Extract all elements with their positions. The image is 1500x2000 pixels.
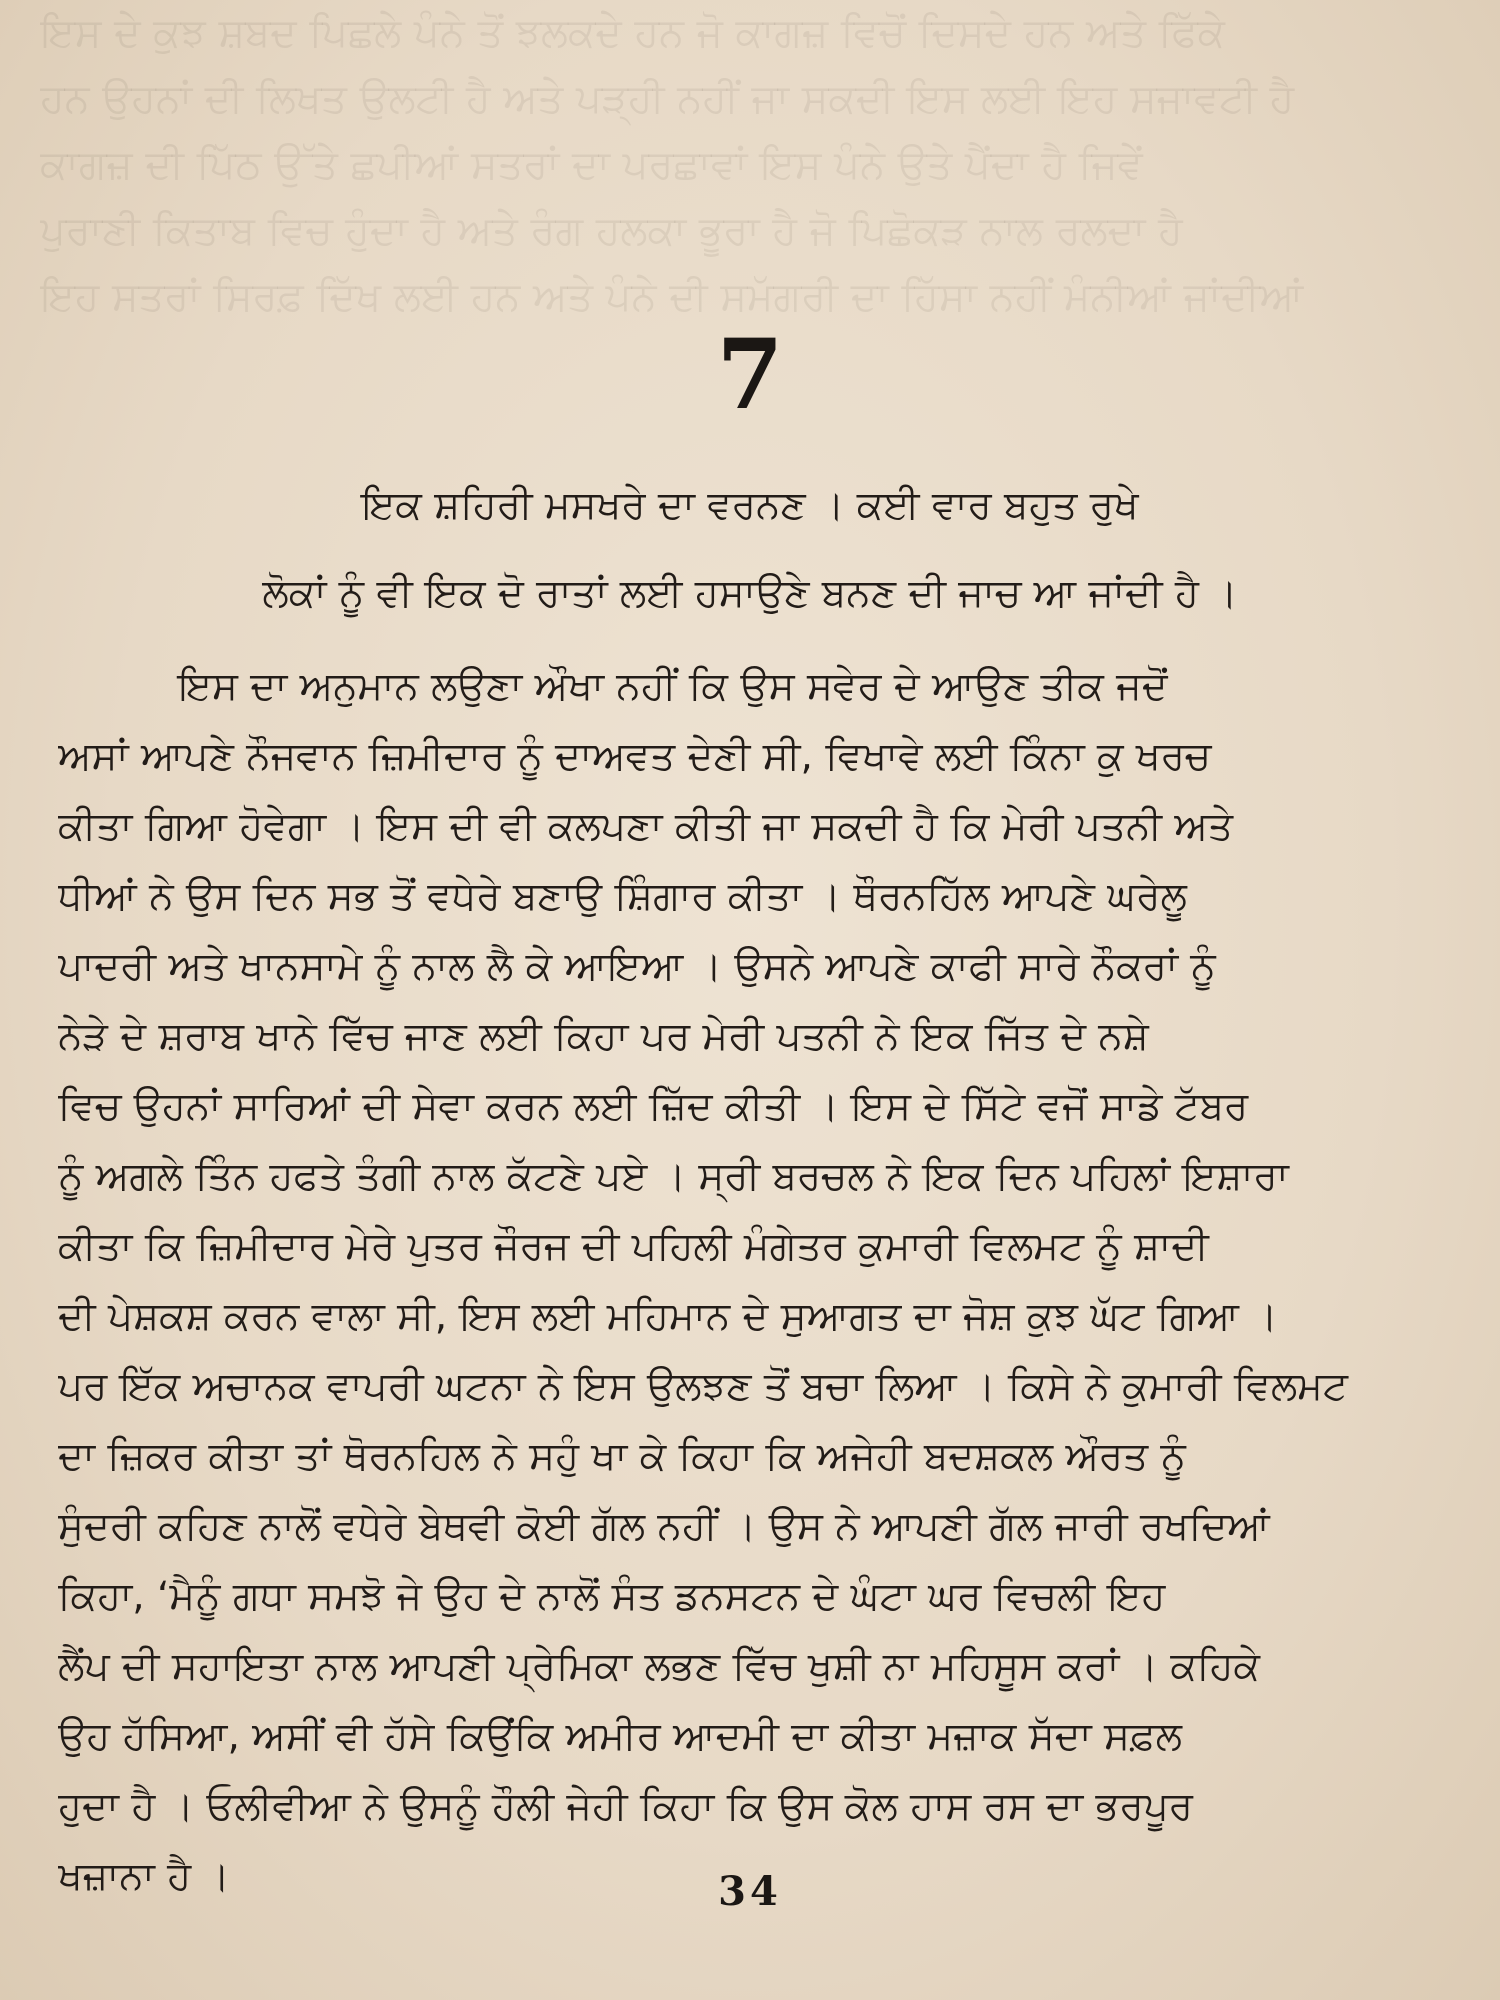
body-line: ਵਿਚ ਉਹਨਾਂ ਸਾਰਿਆਂ ਦੀ ਸੇਵਾ ਕਰਨ ਲਈ ਜ਼ਿੱਦ ਕੀਤੀ । ਇਸ ਦੇ ਸਿੱਟੇ ਵਜੋਂ ਸਾਡੇ ਟੱਬਰ — [58, 1084, 1249, 1129]
page-number: 34 — [718, 1868, 782, 1915]
body-line: ਧੀਆਂ ਨੇ ਉਸ ਦਿਨ ਸਭ ਤੋਂ ਵਧੇਰੇ ਬਣਾਉ ਸ਼ਿੰਗਾਰ ਕੀਤਾ । ਥੌਰਨਹਿੱਲ ਆਪਣੇ ਘਰੇਲੂ — [58, 874, 1187, 919]
body-line: ਨੇੜੇ ਦੇ ਸ਼ਰਾਬ ਖਾਨੇ ਵਿੱਚ ਜਾਣ ਲਈ ਕਿਹਾ ਪਰ ਮੇਰੀ ਪਤਨੀ ਨੇ ਇਕ ਜਿੱਤ ਦੇ ਨਸ਼ੇ — [58, 1014, 1149, 1059]
body-line: ਕੀਤਾ ਕਿ ਜ਼ਿਮੀਦਾਰ ਮੇਰੇ ਪੁਤਰ ਜੌਰਜ ਦੀ ਪਹਿਲੀ ਮੰਗੇਤਰ ਕੁਮਾਰੀ ਵਿਲਮਟ ਨੂੰ ਸ਼ਾਦੀ — [58, 1224, 1209, 1269]
chapter-summary — [140, 462, 1360, 638]
body-line: ਸੁੰਦਰੀ ਕਹਿਣ ਨਾਲੋਂ ਵਧੇਰੇ ਬੇਥਵੀ ਕੋਈ ਗੱਲ ਨਹੀਂ । ਉਸ ਨੇ ਆਪਣੀ ਗੱਲ ਜਾਰੀ ਰਖਦਿਆਂ — [58, 1504, 1270, 1549]
bleed-through-text: ਇਸ ਦੇ ਕੁਝ ਸ਼ਬਦ ਪਿਛਲੇ ਪੰਨੇ ਤੋਂ ਝਲਕਦੇ ਹਨ ਜੋ ਕਾਗਜ਼ ਵਿਚੋਂ ਦਿਸਦੇ ਹਨ ਅਤੇ ਫਿੱਕੇ ਹਨ ਉਹਨਾਂ ਦੀ ਲਿਖਤ ਉਲਟੀ ਹੈ ਅਤੇ ਪੜ੍ਹੀ ਨਹੀਂ ਜਾ ਸਕਦੀ ਇਸ ਲਈ ਇਹ ਸਜਾਵਟੀ ਹੈ ਕਾਗਜ਼ ਦੀ ਪਿੱਠ ਉੱਤੇ ਛਪੀਆਂ ਸਤਰਾਂ ਦਾ ਪਰਛਾਵਾਂ ਇਸ ਪੰਨੇ ਉਤੇ ਪੈਂਦਾ ਹੈ ਜਿਵੇਂ ਪੁਰਾਣੀ ਕਿਤਾਬ ਵਿਚ ਹੁੰਦਾ ਹੈ ਅਤੇ ਰੰਗ ਹਲਕਾ ਭੂਰਾ ਹੈ ਜੋ ਪਿਛੋਕੜ ਨਾਲ ਰਲਦਾ ਹੈ ਇਹ ਸਤਰਾਂ ਸਿਰਫ਼ ਦਿੱਖ ਲਈ ਹਨ ਅਤੇ ਪੰਨੇ ਦੀ ਸਮੱਗਰੀ ਦਾ ਹਿੱਸਾ ਨਹੀਂ ਮੰਨੀਆਂ ਜਾਂਦੀਆਂ — [40, 10, 1304, 320]
body-line: ਕੀਤਾ ਗਿਆ ਹੋਵੇਗਾ । ਇਸ ਦੀ ਵੀ ਕਲਪਣਾ ਕੀਤੀ ਜਾ ਸਕਦੀ ਹੈ ਕਿ ਮੇਰੀ ਪਤਨੀ ਅਤੇ — [58, 804, 1233, 849]
body-line: ਹੁਦਾ ਹੈ । ਓਲੀਵੀਆ ਨੇ ਉਸਨੂੰ ਹੌਲੀ ਜੇਹੀ ਕਿਹਾ ਕਿ ਉਸ ਕੋਲ ਹਾਸ ਰਸ ਦਾ ਭਰਪੂਰ — [58, 1784, 1193, 1829]
body-line: ਉਹ ਹੱਸਿਆ, ਅਸੀਂ ਵੀ ਹੱਸੇ ਕਿਉਂਕਿ ਅਮੀਰ ਆਦਮੀ ਦਾ ਕੀਤਾ ਮਜ਼ਾਕ ਸੱਦਾ ਸਫ਼ਲ — [58, 1714, 1182, 1759]
summary-line: ਲੋਕਾਂ ਨੂੰ ਵੀ ਇਕ ਦੋ ਰਾਤਾਂ ਲਈ ਹਸਾਉਣੇ ਬਨਣ ਦੀ ਜਾਚ ਆ ਜਾਂਦੀ ਹੈ । — [262, 571, 1238, 616]
body-line: ਕਿਹਾ, ‘ਮੈਨੂੰ ਗਧਾ ਸਮਝੋ ਜੇ ਉਹ ਦੇ ਨਾਲੋਂ ਸੰਤ ਡਨਸਟਨ ਦੇ ਘੰਟਾ ਘਰ ਵਿਚਲੀ ਇਹ — [58, 1574, 1166, 1619]
body-line: ਦਾ ਜ਼ਿਕਰ ਕੀਤਾ ਤਾਂ ਥੋਰਨਹਿਲ ਨੇ ਸਹੁੰ ਖਾ ਕੇ ਕਿਹਾ ਕਿ ਅਜੇਹੀ ਬਦਸ਼ਕਲ ਔਰਤ ਨੂੰ — [58, 1434, 1186, 1479]
body-paragraph — [58, 652, 1450, 1912]
body-line: ਪਰ ਇੱਕ ਅਚਾਨਕ ਵਾਪਰੀ ਘਟਨਾ ਨੇ ਇਸ ਉਲਝਣ ਤੋਂ ਬਚਾ ਲਿਆ । ਕਿਸੇ ਨੇ ਕੁਮਾਰੀ ਵਿਲਮਟ — [58, 1364, 1348, 1409]
body-line: ਪਾਦਰੀ ਅਤੇ ਖਾਨਸਾਮੇ ਨੂੰ ਨਾਲ ਲੈ ਕੇ ਆਇਆ । ਉਸਨੇ ਆਪਣੇ ਕਾਫੀ ਸਾਰੇ ਨੌਕਰਾਂ ਨੂੰ — [58, 944, 1216, 989]
body-line: ਨੂੰ ਅਗਲੇ ਤਿੰਨ ਹਫਤੇ ਤੰਗੀ ਨਾਲ ਕੱਟਣੇ ਪਏ । ਸ੍ਰੀ ਬਰਚਲ ਨੇ ਇਕ ਦਿਨ ਪਹਿਲਾਂ ਇਸ਼ਾਰਾ — [58, 1154, 1289, 1199]
body-line: ਇਸ ਦਾ ਅਨੁਮਾਨ ਲਉਣਾ ਔਖਾ ਨਹੀਂ ਕਿ ਉਸ ਸਵੇਰ ਦੇ ਆਉਣ ਤੀਕ ਜਦੋਂ — [178, 664, 1168, 709]
body-line: ਲੈਂਪ ਦੀ ਸਹਾਇਤਾ ਨਾਲ ਆਪਣੀ ਪ੍ਰੇਮਿਕਾ ਲਭਣ ਵਿੱਚ ਖੁਸ਼ੀ ਨਾ ਮਹਿਸੂਸ ਕਰਾਂ । ਕਹਿਕੇ — [58, 1644, 1261, 1689]
summary-line: ਇਕ ਸ਼ਹਿਰੀ ਮਸਖਰੇ ਦਾ ਵਰਨਣ । ਕਈ ਵਾਰ ਬਹੁਤ ਰੁਖੇ — [361, 483, 1139, 528]
chapter-number: 7 — [716, 318, 784, 431]
body-line: ਅਸਾਂ ਆਪਣੇ ਨੌਜਵਾਨ ਜ਼ਿਮੀਦਾਰ ਨੂੰ ਦਾਅਵਤ ਦੇਣੀ ਸੀ, ਵਿਖਾਵੇ ਲਈ ਕਿੰਨਾ ਕੁ ਖਰਚ — [58, 734, 1212, 779]
body-line: ਦੀ ਪੇਸ਼ਕਸ਼ ਕਰਨ ਵਾਲਾ ਸੀ, ਇਸ ਲਈ ਮਹਿਮਾਨ ਦੇ ਸੁਆਗਤ ਦਾ ਜੋਸ਼ ਕੁਝ ਘੱਟ ਗਿਆ । — [58, 1294, 1278, 1339]
body-line: ਖਜ਼ਾਨਾ ਹੈ । — [58, 1854, 230, 1899]
